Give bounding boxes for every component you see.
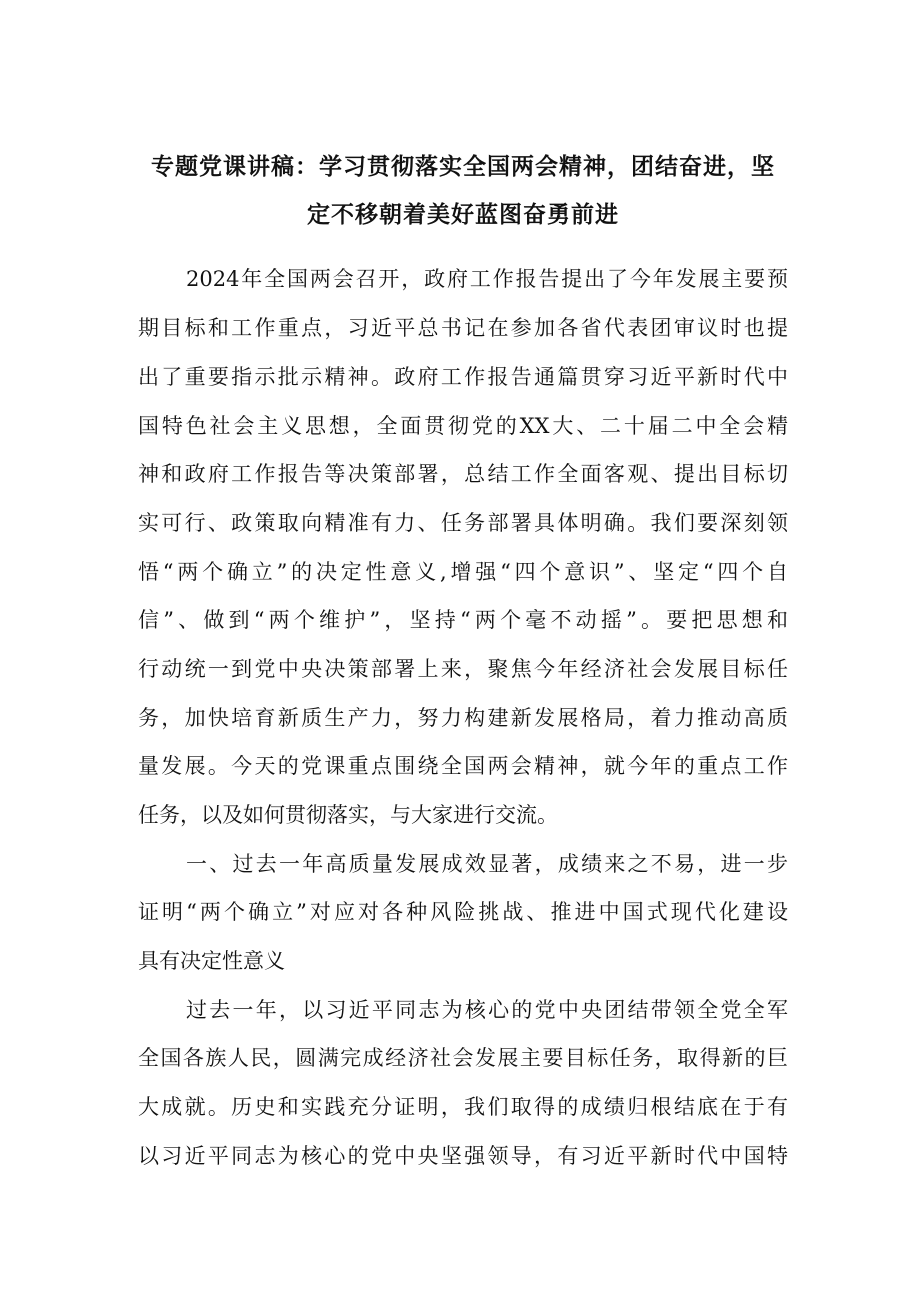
paragraph-3-line: 以习近平同志为核心的党中央坚强领导，有习近平新时代中国特 — [138, 1144, 788, 1168]
section-heading-line: 一、过去一年高质量发展成效显著，成绩来之不易，进一步 — [186, 852, 788, 876]
paragraph-1-line: 量发展。今天的党课重点围绕全国两会精神，就今年的重点工作 — [138, 754, 788, 778]
paragraph-1-line: 2024年全国两会召开，政府工作报告提出了今年发展主要预 — [186, 267, 788, 291]
section-heading-line: 具有决定性意义 — [138, 949, 285, 973]
paragraph-1-line: 国特色社会主义思想，全面贯彻党的XX大、二十届二中全会精 — [138, 414, 788, 438]
paragraph-1-line: 悟“两个确立”的决定性意义,增强“四个意识”、坚定“四个自 — [138, 560, 788, 584]
paragraph-1-line: 期目标和工作重点，习近平总书记在参加各省代表团审议时也提 — [138, 316, 788, 340]
paragraph-1-line: 出了重要指示批示精神。政府工作报告通篇贯穿习近平新时代中 — [138, 365, 788, 389]
paragraph-1-line: 实可行、政策取向精准有力、任务部署具体明确。我们要深刻领 — [138, 511, 788, 535]
paragraph-1-line: 任务，以及如何贯彻落实，与大家进行交流。 — [138, 803, 558, 827]
paragraph-1-line: 信”、做到“两个维护”，坚持“两个毫不动摇”。要把思想和 — [138, 608, 788, 632]
section-heading-line: 证明“两个确立”对应对各种风险挑战、推进中国式现代化建设 — [138, 900, 788, 924]
paragraph-1-line: 行动统一到党中央决策部署上来，聚焦今年经济社会发展目标任 — [138, 657, 788, 681]
paragraph-3-line: 过去一年，以习近平同志为核心的党中央团结带领全党全军 — [186, 998, 788, 1022]
paragraph-3-line: 大成就。历史和实践充分证明，我们取得的成绩归根结底在于有 — [138, 1095, 788, 1119]
paragraph-1-line: 务，加快培育新质生产力，努力构建新发展格局，着力推动高质 — [138, 706, 788, 730]
paragraph-1-line: 神和政府工作报告等决策部署，总结工作全面客观、提出目标切 — [138, 462, 788, 486]
document-title-line-2: 定不移朝着美好蓝图奋勇前进 — [307, 202, 619, 228]
paragraph-3-line: 全国各族人民，圆满完成经济社会发展主要目标任务，取得新的巨 — [138, 1046, 788, 1070]
document-title-line-1: 专题党课讲稿：学习贯彻落实全国两会精神，团结奋进，坚 — [151, 154, 775, 180]
